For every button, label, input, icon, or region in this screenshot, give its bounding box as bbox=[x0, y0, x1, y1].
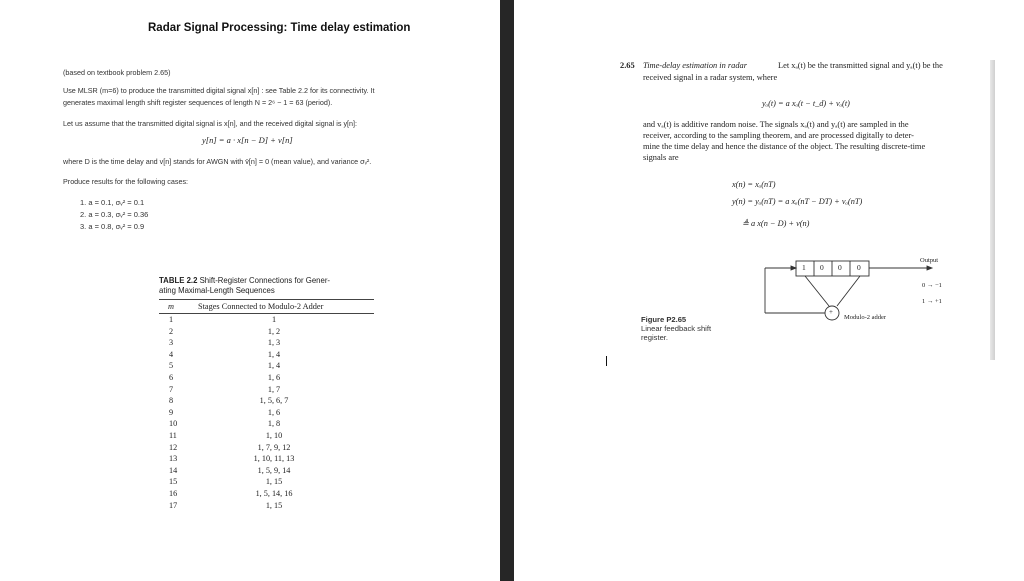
signal-equation: y[n] = a · x[n − D] + v[n] bbox=[202, 135, 293, 145]
table-cell-stages: 1, 7 bbox=[267, 384, 281, 394]
table-caption-line-2: ating Maximal-Length Sequences bbox=[159, 286, 275, 295]
page-title: Radar Signal Processing: Time delay estimation bbox=[148, 22, 411, 34]
table-cell-stages: 1, 6 bbox=[267, 373, 281, 382]
case-item: 1. a = 0.1, σᵥ² = 0.1 bbox=[80, 198, 145, 207]
mapping-zero: 0 → −1 bbox=[922, 282, 942, 289]
table-cell-stages: 1, 7, 9, 12 bbox=[257, 442, 291, 452]
table-cell-m: 13 bbox=[169, 454, 178, 464]
arrow-icon bbox=[791, 266, 796, 270]
table-cell-stages: 1 bbox=[271, 315, 277, 324]
table-cell-stages: 1, 3 bbox=[267, 338, 281, 348]
table-cell-stages: 1, 8 bbox=[267, 419, 281, 429]
table-cell-m: 7 bbox=[169, 384, 174, 394]
table-cell-m: 2 bbox=[169, 326, 174, 336]
table-cell-m: 11 bbox=[169, 431, 177, 440]
table-cell-m: 5 bbox=[169, 361, 174, 371]
table-cell-m: 4 bbox=[169, 349, 174, 359]
para-line-4: signals are bbox=[643, 153, 679, 162]
case-item: 2. a = 0.3, σᵥ² = 0.36 bbox=[80, 210, 149, 219]
para-line-1: and vₐ(t) is additive random noise. The signals xₐ(t) and yₐ(t) are sampled in the bbox=[643, 120, 909, 129]
table-cell-m: 8 bbox=[169, 396, 174, 406]
register-bit: 0 bbox=[838, 263, 842, 272]
problem-number: 2.65 bbox=[620, 61, 635, 70]
equation-x: x(n) = xₐ(nT) bbox=[732, 180, 776, 189]
equation-y-discrete: ≜ a x(n − D) + v(n) bbox=[742, 219, 810, 228]
table-cell-m: 16 bbox=[169, 489, 178, 498]
text-cursor bbox=[606, 356, 607, 366]
table-cell-stages: 1, 10 bbox=[265, 431, 283, 440]
assume-text: Let us assume that the transmitted digital signal is x[n], and the received digital signal is y[n]: bbox=[63, 119, 358, 128]
table-cell-stages: 1, 4 bbox=[267, 361, 281, 371]
use-mlsr-line-1: Use MLSR (m=6) to produce the transmitted digital signal x[n] : see Table 2.2 for its connectivity. It bbox=[63, 86, 375, 95]
table-cell-m: 9 bbox=[169, 407, 174, 417]
table-cell-stages: 1, 6 bbox=[267, 407, 281, 417]
table-cell-m: 6 bbox=[169, 373, 174, 382]
based-on-text: (based on textbook problem 2.65) bbox=[63, 68, 171, 77]
table-header-stages: Stages Connected to Modulo-2 Adder bbox=[198, 302, 324, 311]
mapping-one: 1 → +1 bbox=[922, 298, 942, 305]
table-cell-stages: 1, 2 bbox=[267, 326, 281, 336]
adder-label: Modulo-2 adder bbox=[844, 314, 887, 321]
output-label: Output bbox=[920, 257, 939, 264]
figure-caption-line-2: register. bbox=[641, 333, 669, 342]
table-cell-m: 1 bbox=[169, 315, 174, 324]
table-cell-stages: 1, 15 bbox=[265, 500, 283, 510]
use-mlsr-line-2: generates maximal length shift register sequences of length N = 2⁶ − 1 = 63 (period). bbox=[63, 98, 333, 107]
where-text: where D is the time delay and v[n] stands for AWGN with v̄[n] = 0 (mean value), and variance σᵥ². bbox=[63, 157, 372, 166]
intro-line-2: received signal in a radar system, where bbox=[643, 73, 778, 82]
para-line-2: receiver, according to the sampling theorem, and are processed digitally to deter- bbox=[643, 131, 914, 140]
table-caption-label: TABLE 2.2 bbox=[159, 276, 198, 285]
register-bit: 0 bbox=[857, 263, 861, 272]
equation-y: y(n) = yₐ(nT) = a xₐ(nT − DT) + vₐ(nT) bbox=[732, 197, 863, 206]
intro-line-1: Let xₐ(t) be the transmitted signal and yₐ(t) be the bbox=[778, 61, 943, 70]
table-header-m: m bbox=[168, 302, 174, 311]
adder-symbol: + bbox=[829, 308, 833, 316]
table-cell-stages: 1, 15 bbox=[265, 477, 283, 487]
register-bit: 1 bbox=[802, 263, 806, 272]
table-cell-stages: 1, 10, 11, 13 bbox=[253, 454, 295, 464]
table-cell-m: 15 bbox=[169, 477, 178, 487]
table-cell-stages: 1, 5, 9, 14 bbox=[257, 465, 291, 475]
table-caption-line-1: Shift-Register Connections for Gener- bbox=[199, 276, 331, 285]
case-item: 3. a = 0.8, σᵥ² = 0.9 bbox=[80, 222, 145, 231]
table-cell-m: 17 bbox=[169, 500, 178, 510]
table-cell-stages: 1, 4 bbox=[267, 349, 281, 359]
table-cell-stages: 1, 5, 6, 7 bbox=[259, 396, 289, 406]
produce-text: Produce results for the following cases: bbox=[63, 177, 189, 186]
table-cell-m: 3 bbox=[169, 338, 174, 348]
register-bit: 0 bbox=[820, 263, 824, 272]
table-cell-m: 10 bbox=[169, 419, 178, 429]
equation-ya: yₐ(t) = a xₐ(t − t_d) + vₐ(t) bbox=[762, 99, 850, 108]
problem-title: Time-delay estimation in radar bbox=[643, 61, 747, 70]
arrow-icon bbox=[927, 266, 932, 270]
figure-label: Figure P2.65 bbox=[641, 315, 687, 324]
figure-caption-line-1: Linear feedback shift bbox=[641, 324, 712, 333]
para-line-3: mine the time delay and hence the distance of the object. The resulting discrete-time bbox=[643, 142, 926, 151]
table-cell-stages: 1, 5, 14, 16 bbox=[255, 489, 293, 498]
table-cell-m: 14 bbox=[169, 465, 178, 475]
figure-caption bbox=[641, 315, 711, 342]
table-cell-m: 12 bbox=[169, 442, 178, 452]
